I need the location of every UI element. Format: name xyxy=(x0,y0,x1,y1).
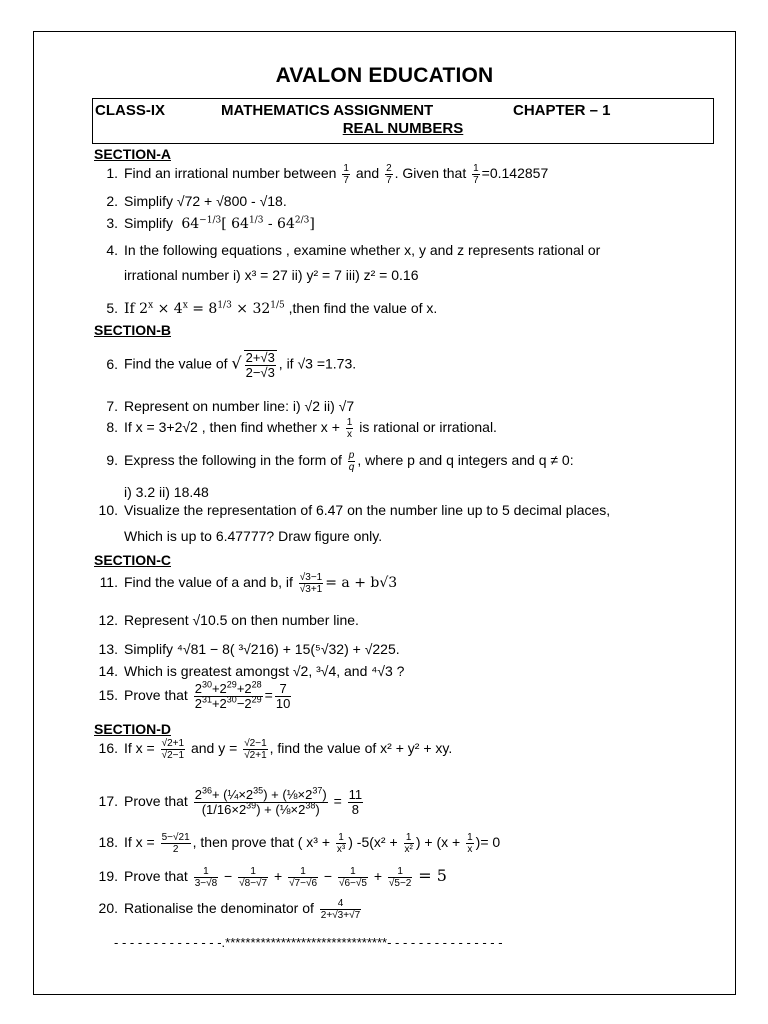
question-2: 2. Simplify √72 + √800 - √18. xyxy=(106,193,287,209)
topic-label: REAL NUMBERS xyxy=(342,120,464,137)
class-label: CLASS-IX xyxy=(95,102,166,119)
assignment-label: MATHEMATICS ASSIGNMENT xyxy=(221,102,434,119)
question-12: 12. Represent √10.5 on then number line. xyxy=(98,612,359,628)
question-10: 10. Visualize the representation of 6.47 on the number line up to 5 decimal places, xyxy=(98,502,611,518)
section-c-heading: SECTION-C xyxy=(94,552,171,568)
question-7: 7. Represent on number line: i) √2 ii) √7 xyxy=(106,398,355,414)
question-5: 5. If $2^x \times 4^x = 8^{1/3} \times 32^{1/5}$ ,then find the value of x. xyxy=(106,300,438,317)
question-4-parts: irrational number i) x³ = 27 ii) y² = 7 iii) z² = 0.16 xyxy=(124,267,419,283)
question-4: 4. In the following equations , examine whether x, y and z represents rational or xyxy=(106,242,601,258)
question-17: 17. Prove that $\frac{2^{36}+ (\frac{1}{4}\times 2^{35}) + (\frac{1}{8}\times 2^{37})}{(1/16\times 2^{39}) + (\frac{1}{8}\times 2^{38})}$ = $\frac{11}{8}$ xyxy=(98,785,363,817)
question-1: 1. Find an irrational number between $\frac{1}{7}$ and $\frac{2}{7}$ . Given that $\frac{1}{7}$ =0.142857 xyxy=(106,163,549,186)
question-8: 8. If x = 3+2√2 , then find whether x + $\frac{1}{x}$ is rational or irrational. xyxy=(106,417,497,440)
question-13: 13. Simplify ⁴√81 − 8( ³√216) + 15(⁵√32) + √225. xyxy=(98,641,400,657)
question-16: 16. If x = $\frac{√2+1}{√2-1}$ and y = $\frac{√2-1}{√2+1}$ , find the value of x² + y² + xy. xyxy=(98,738,453,761)
page-title: AVALON EDUCATION xyxy=(275,64,494,87)
header-box xyxy=(92,98,714,144)
question-6: 6. Find the value of √ $\frac{2+√3}{2-√3}$ , if √3 =1.73. xyxy=(106,350,357,380)
question-14: 14. Which is greatest amongst √2, ³√4, and ⁴√3 ? xyxy=(98,663,405,679)
question-18: 18. If x = $\frac{5-√21}{2}$ , then prove that ( x³ + $\frac{1}{\text{x³}}$ ) -5(x² + $\frac{1}{\text{x²}}$ ) + (x + $\frac{1}{x}$ )= 0 xyxy=(98,832,501,855)
question-20: 20. Rationalise the denominator of $\frac{4}{2+√3+√7}$ xyxy=(98,898,361,921)
section-b-heading: SECTION-B xyxy=(94,322,171,338)
question-3: 3. Simplify $64^{-1/3}$[ $64^{1/3} - 64^{2/3}$] xyxy=(106,215,315,232)
question-19: 19. Prove that $\frac{1}{3-√8}$ − $\frac{1}{√8-√7}$ + $\frac{1}{√7-√6}$ − $\frac{1}{√6-√5}$ + $\frac{1}{√5-2}$ = 5 xyxy=(98,866,447,889)
question-11: 11. Find the value of a and b, if $\frac{√3-1}{√3+1}$ = a + b√3 xyxy=(99,572,398,595)
section-d-heading: SECTION-D xyxy=(94,721,171,737)
question-9-parts: i) 3.2 ii) 18.48 xyxy=(124,484,209,500)
chapter-label: CHAPTER – 1 xyxy=(513,102,611,119)
section-a-heading: SECTION-A xyxy=(94,146,171,162)
footer-divider: - - - - - - - - - - - - - -.********************************- - - - - - - - - - - - - - - xyxy=(114,935,503,950)
question-15: 15. Prove that $\frac{2^{30}+2^{29}+2^{28}}{2^{31}+2^{30}-2^{29}}$ = $\frac{7}{10}$ xyxy=(98,679,291,711)
question-9: 9. Express the following in the form of $\frac{p}{q}$ , where p and q integers and q ≠ 0: xyxy=(106,450,574,473)
question-10-cont: Which is up to 6.47777? Draw figure only. xyxy=(124,528,383,544)
assignment-page xyxy=(33,31,736,995)
